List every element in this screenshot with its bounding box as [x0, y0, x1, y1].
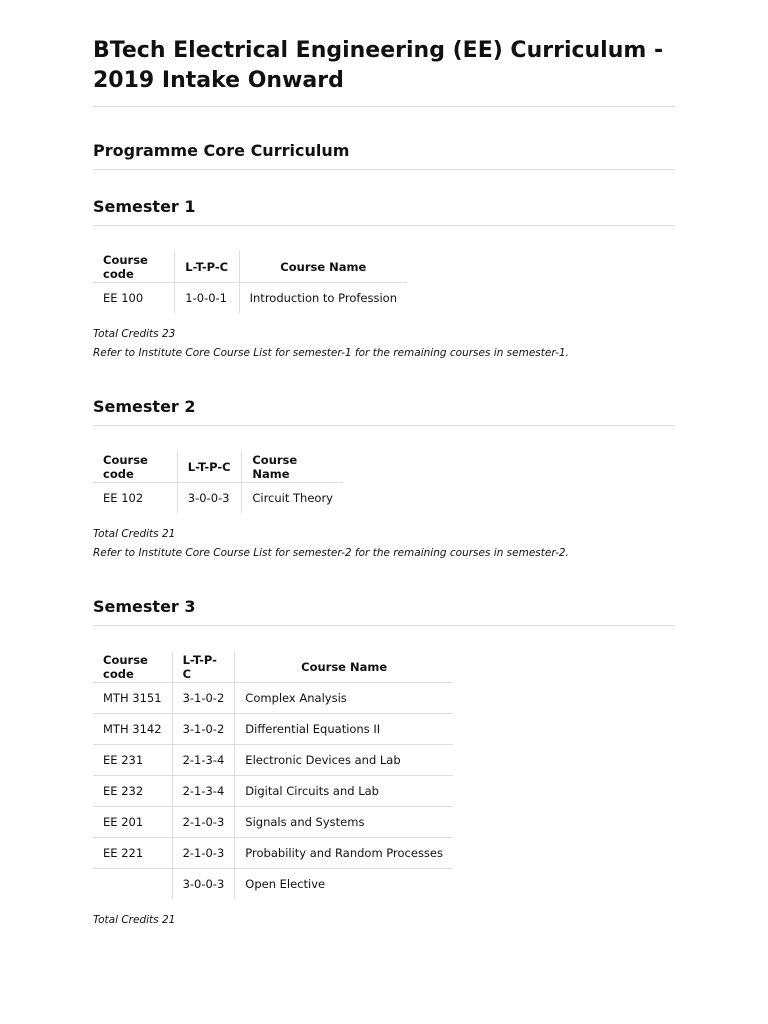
semester-3-heading: Semester 3	[93, 597, 675, 626]
table-row	[93, 683, 453, 714]
course-name-cell: Electronic Devices and Lab	[235, 745, 453, 776]
ltpc-cell: 2-1-0-3	[172, 807, 235, 838]
course-code-cell: EE 232	[93, 776, 172, 807]
semester-2-section	[93, 397, 675, 563]
course-name-header: Course Name	[242, 451, 343, 483]
semester-note: Refer to Institute Core Course List for semester-2 for the remaining courses in semester-2.	[93, 547, 569, 559]
semester-1-heading: Semester 1	[93, 197, 675, 226]
ltpc-cell: 3-0-0-3	[177, 483, 242, 514]
table-row	[93, 745, 453, 776]
ltpc-cell: 2-1-3-4	[172, 745, 235, 776]
course-code-header: Course code	[93, 651, 172, 683]
course-name-cell: Signals and Systems	[235, 807, 453, 838]
table-header-row	[93, 651, 453, 683]
semester-3-notes	[93, 911, 675, 930]
semester-3-table	[93, 651, 453, 899]
semester-1-section	[93, 197, 675, 363]
page-title: BTech Electrical Engineering (EE) Curriculum - 2019 Intake Onward	[93, 36, 675, 107]
course-name-cell: Introduction to Profession	[239, 283, 407, 314]
course-code-cell: MTH 3151	[93, 683, 172, 714]
course-name-cell: Open Elective	[235, 869, 453, 900]
course-name-cell: Circuit Theory	[242, 483, 343, 514]
course-name-cell: Probability and Random Processes	[235, 838, 453, 869]
table-row	[93, 283, 407, 314]
course-code-header: Course code	[93, 451, 177, 483]
total-credits: Total Credits 21	[93, 528, 176, 540]
ltpc-cell: 3-0-0-3	[172, 869, 235, 900]
course-name-header: Course Name	[235, 651, 453, 683]
semester-3-section	[93, 597, 675, 930]
course-code-cell: EE 221	[93, 838, 172, 869]
ltpc-header: L-T-P-C	[172, 651, 235, 683]
semester-2-notes	[93, 525, 675, 563]
course-name-cell: Differential Equations II	[235, 714, 453, 745]
course-code-cell	[93, 869, 172, 900]
table-row	[93, 776, 453, 807]
total-credits: Total Credits 23	[93, 328, 176, 340]
ltpc-cell: 3-1-0-2	[172, 683, 235, 714]
table-row	[93, 869, 453, 900]
document-page	[93, 36, 675, 930]
course-name-cell: Digital Circuits and Lab	[235, 776, 453, 807]
programme-core-heading: Programme Core Curriculum	[93, 141, 675, 170]
table-row	[93, 714, 453, 745]
ltpc-cell: 2-1-3-4	[172, 776, 235, 807]
course-name-header: Course Name	[239, 251, 407, 283]
course-code-cell: EE 102	[103, 491, 144, 505]
semester-1-notes	[93, 325, 675, 363]
table-header-row	[93, 251, 407, 283]
ltpc-cell: 3-1-0-2	[172, 714, 235, 745]
course-code-cell: MTH 3142	[93, 714, 172, 745]
semester-note: Refer to Institute Core Course List for semester-1 for the remaining courses in semester-1.	[93, 347, 569, 359]
table-row	[93, 838, 453, 869]
table-header-row	[93, 451, 343, 483]
ltpc-header: L-T-P-C	[177, 451, 242, 483]
semester-2-heading: Semester 2	[93, 397, 675, 426]
course-code-cell: EE 231	[93, 745, 172, 776]
course-code-cell: EE 201	[93, 807, 172, 838]
course-name-cell: Complex Analysis	[235, 683, 453, 714]
semester-2-table	[93, 451, 343, 513]
semester-1-table	[93, 251, 407, 313]
table-row	[93, 807, 453, 838]
ltpc-cell: 1-0-0-1	[175, 283, 239, 314]
course-code-cell: EE 100	[103, 291, 144, 305]
ltpc-cell: 2-1-0-3	[172, 838, 235, 869]
ltpc-header: L-T-P-C	[175, 251, 239, 283]
table-row	[93, 483, 343, 514]
course-code-header: Course code	[93, 251, 175, 283]
total-credits: Total Credits 21	[93, 914, 176, 926]
